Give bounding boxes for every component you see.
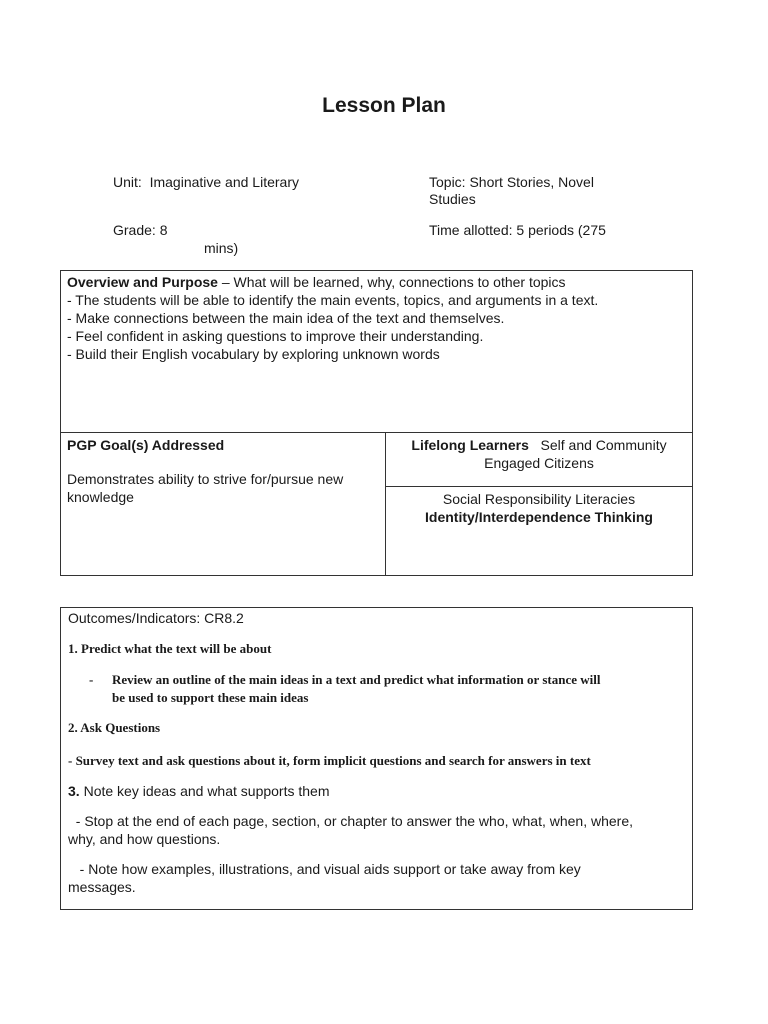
lifelong-heading: Lifelong Learners — [411, 437, 529, 453]
outcome-2-sub: - Survey text and ask questions about it, form implicit questions and search for answers in text — [68, 753, 591, 768]
outcome-3-sub-2-line-1: - Note how examples, illustrations, and visual aids support or take away from key — [68, 861, 581, 877]
overview-table — [60, 270, 693, 576]
topic-field — [429, 174, 594, 208]
outcome-1-sub-line-1: Review an outline of the main ideas in a text and predict what information or stance will — [112, 672, 601, 687]
page-title: Lesson Plan — [322, 94, 446, 117]
outcomes-heading: Outcomes/Indicators: CR8.2 — [68, 610, 244, 626]
overview-point: - The students will be able to identify the main events, topics, and arguments in a text. — [67, 292, 599, 308]
unit-field — [113, 174, 299, 191]
social-line-1: Social Responsibility Literacies — [442, 491, 636, 507]
overview-heading-line — [67, 273, 686, 291]
lifelong-learners-cell — [386, 433, 693, 487]
outcomes-box — [60, 607, 693, 910]
unit-label: Unit: — [113, 174, 142, 190]
outcome-3-text: Note key ideas and what supports them — [79, 783, 330, 799]
lifelong-rest: Self and Community — [528, 437, 667, 453]
outcome-3-sub-2-line-2: messages. — [68, 879, 136, 895]
outcome-1: 1. Predict what the text will be about — [68, 641, 272, 656]
grade-field: Grade: 8 — [113, 222, 168, 238]
outcome-1-sub-line-2: be used to support these main ideas — [112, 690, 309, 705]
overview-heading-rest: – What will be learned, why, connections to other topics — [217, 274, 566, 290]
outcome-1-bullet: - — [89, 672, 94, 687]
grade-field-continued: mins) — [204, 240, 239, 256]
overview-point: - Build their English vocabulary by exploring unknown words — [67, 346, 440, 362]
pgp-heading: PGP Goal(s) Addressed — [67, 437, 225, 453]
overview-point: - Make connections between the main idea of the text and themselves. — [67, 310, 505, 326]
outcome-3-number: 3. — [68, 783, 80, 799]
overview-heading: Overview and Purpose — [67, 274, 218, 290]
unit-value: Imaginative and Literary — [149, 174, 299, 190]
outcome-2: 2. Ask Questions — [68, 720, 161, 735]
social-responsibility-cell — [386, 487, 693, 576]
pgp-cell — [61, 433, 386, 576]
pgp-text: Demonstrates ability to strive for/pursue new knowledge — [67, 471, 344, 505]
social-line-2: Identity/Interdependence Thinking — [425, 509, 653, 525]
lifelong-line-2: Engaged Citizens — [484, 455, 594, 471]
time-allotted-field: Time allotted: 5 periods (275 — [429, 222, 606, 238]
topic-line-1: Topic: Short Stories, Novel — [429, 174, 594, 190]
outcome-3-sub-1-line-2: why, and how questions. — [68, 831, 221, 847]
outcome-3 — [68, 783, 330, 800]
overview-cell — [61, 271, 693, 433]
topic-line-2: Studies — [429, 191, 476, 207]
overview-point: - Feel confident in asking questions to improve their understanding. — [67, 328, 484, 344]
outcome-3-sub-1-line-1: - Stop at the end of each page, section, or chapter to answer the who, what, when, where, — [68, 813, 634, 829]
